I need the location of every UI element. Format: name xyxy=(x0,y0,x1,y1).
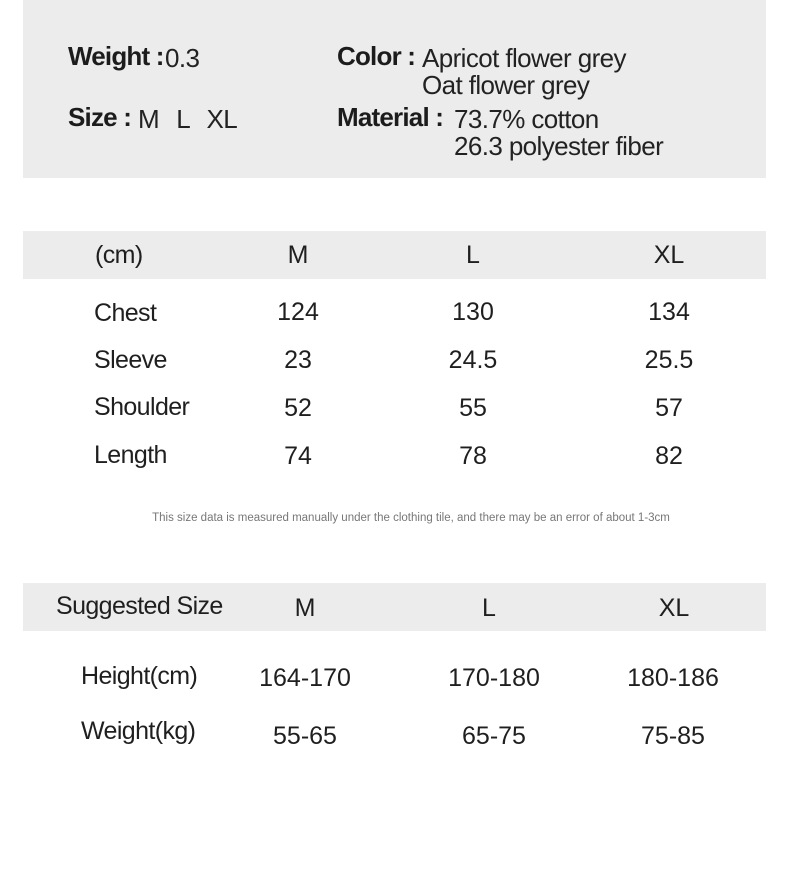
color-value-2: Oat flower grey xyxy=(422,70,590,100)
suggested-size-header: Suggested Size xyxy=(56,592,223,620)
length-label: Length xyxy=(94,441,167,469)
suggested-header-l: L xyxy=(482,594,496,622)
weight-m: 55-65 xyxy=(273,722,337,750)
height-xl: 180-186 xyxy=(627,664,719,692)
shoulder-l: 55 xyxy=(459,394,487,422)
sleeve-l: 24.5 xyxy=(448,346,498,374)
chest-m: 124 xyxy=(277,298,319,326)
height-label: Height(cm) xyxy=(81,662,198,690)
shoulder-xl: 57 xyxy=(655,394,683,422)
size-label: Size : xyxy=(68,102,132,132)
color-value-1: Apricot flower grey xyxy=(422,43,626,73)
chest-label: Chest xyxy=(94,299,157,327)
material-value-2: 26.3 polyester fiber xyxy=(454,131,664,161)
measurement-header-l: L xyxy=(466,241,480,269)
measurement-unit-header: (cm) xyxy=(95,241,143,269)
sleeve-m: 23 xyxy=(284,346,312,374)
chest-xl: 134 xyxy=(648,298,690,326)
length-xl: 82 xyxy=(655,442,683,470)
weight-xl: 75-85 xyxy=(641,722,705,750)
material-value-1: 73.7% cotton xyxy=(454,104,599,134)
suggested-header-m: M xyxy=(294,594,316,622)
height-l: 170-180 xyxy=(448,664,540,692)
size-values: M L XL xyxy=(138,104,238,134)
measurement-header-xl: XL xyxy=(653,241,685,269)
measurement-note: This size data is measured manually under the clothing tile, and there may be an error of about 1-3cm xyxy=(152,512,670,524)
length-l: 78 xyxy=(459,442,487,470)
sleeve-xl: 25.5 xyxy=(644,346,694,374)
shoulder-m: 52 xyxy=(284,394,312,422)
weight-kg-label: Weight(kg) xyxy=(81,717,196,745)
color-label: Color : xyxy=(337,41,416,71)
material-label: Material : xyxy=(337,102,444,132)
weight-label: Weight : xyxy=(68,41,164,71)
chest-l: 130 xyxy=(452,298,494,326)
weight-l: 65-75 xyxy=(462,722,526,750)
length-m: 74 xyxy=(284,442,312,470)
sleeve-label: Sleeve xyxy=(94,346,167,374)
height-m: 164-170 xyxy=(259,664,351,692)
shoulder-label: Shoulder xyxy=(94,393,190,421)
measurement-header-m: M xyxy=(287,241,309,269)
suggested-header-xl: XL xyxy=(658,594,690,622)
weight-value: 0.3 xyxy=(165,43,200,73)
